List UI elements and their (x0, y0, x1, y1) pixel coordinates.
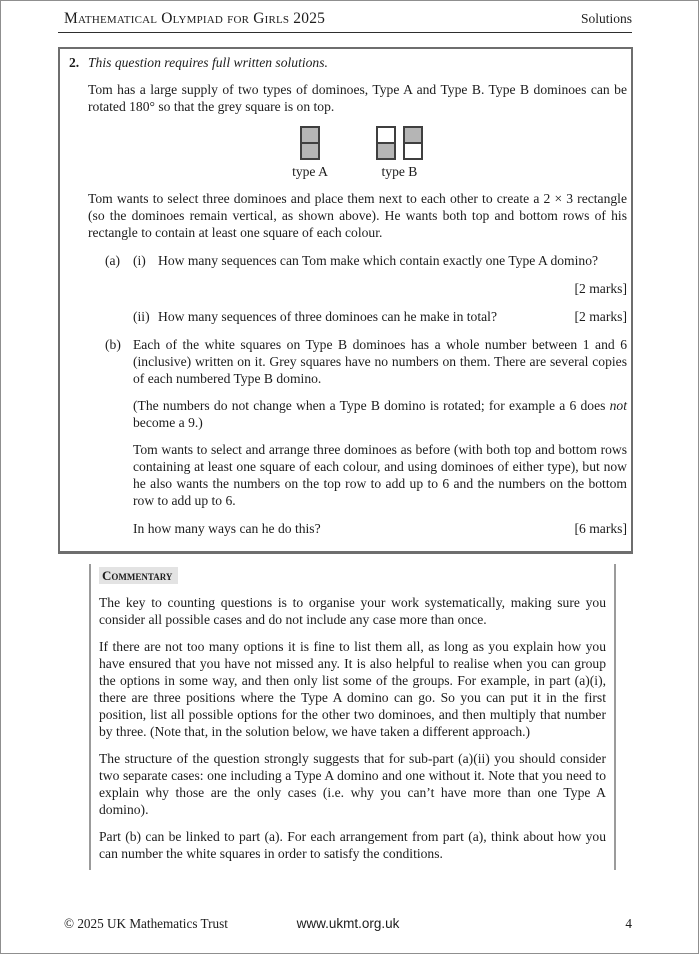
page-number: 4 (625, 916, 632, 931)
document-title: Mathematical Olympiad for Girls 2025 (64, 10, 326, 27)
page-header (58, 10, 632, 33)
part-a-ii-marks: [2 marks] (574, 309, 627, 324)
commentary-label: Commentary (99, 567, 178, 584)
part-a-ii-text: How many sequences of three dominoes can he make in total? (158, 309, 497, 324)
type-b-domino-1 (376, 126, 396, 160)
type-a-group (292, 126, 328, 180)
part-a-i-label: (i) (133, 253, 146, 268)
commentary-paragraph-2: If there are not too many options it is fine to list them all, as long as you explain how you have ensured that you have not missed any. It is also helpful to realise when you can group the options in some way, and then only list some of the groups. For example, in part (a)(i), there are three positions where the Type A domino can go. So you can put it in the first position, list all possible options for the other two dominoes, and then multiply that number by three. (Note that, in the solution below, we have taken a different approach.) (99, 639, 606, 739)
part-b-row (88, 336, 627, 387)
type-b-domino-2 (403, 126, 423, 160)
white-square (378, 128, 394, 142)
white-square (405, 142, 421, 158)
header-solutions-label: Solutions (580, 11, 632, 26)
grey-square (405, 128, 421, 142)
type-b-group (376, 126, 423, 180)
part-b-marks: [6 marks] (574, 521, 627, 536)
intro-paragraph-1: Tom has a large supply of two types of dominoes, Type A and Type B. Type B dominoes can be rotated 180° so that the grey square is on top. (88, 82, 627, 114)
type-a-label: type A (292, 164, 328, 179)
part-b-note-pre: (The numbers do not change when a Type B domino is rotated; for example a 6 does (133, 398, 610, 413)
part-b-final-question: In how many ways can he do this? (133, 521, 321, 536)
part-b-note-post: become a 9.) (133, 415, 203, 430)
question-box (58, 47, 633, 554)
commentary-section (89, 564, 616, 870)
page-footer (58, 916, 632, 932)
question-heading-row (69, 54, 627, 71)
part-b-paragraph-3: Tom wants to select and arrange three dominoes as before (with both top and bottom rows containing at least one square of each colour, and using dominoes of either type), but now he also wants the numbers on the top row to add up to 6 and the numbers on the bottom row to add up to 6. (133, 442, 627, 508)
part-a-i-row (88, 252, 627, 269)
question-number: 2. (69, 55, 80, 70)
part-a-ii-line (158, 308, 627, 325)
type-b-label: type B (381, 164, 418, 179)
part-b-label: (b) (105, 337, 121, 352)
part-a-ii-label: (ii) (133, 309, 150, 324)
part-a-i-text: How many sequences can Tom make which contain exactly one Type A domino? (158, 253, 599, 268)
part-b-note (133, 397, 627, 431)
commentary-paragraph-1: The key to counting questions is to organise your work systematically, making sure you consider all possible cases and do not include any case more than once. (99, 595, 606, 627)
part-b-final-row (88, 520, 627, 537)
type-b-domino-pair (376, 126, 423, 160)
domino-figure (88, 126, 627, 180)
grey-square (378, 142, 394, 158)
intro-paragraph-2: Tom wants to select three dominoes and place them next to each other to create a 2 × 3 rectangle (so the dominoes remain vertical, as shown above). He wants both top and bottom rows of his rectangle to contain at least one square of each colour. (88, 191, 627, 240)
grey-square (302, 128, 318, 142)
part-b-paragraph-1: Each of the white squares on Type B dominoes has a whole number between 1 and 6 (inclusive) written on it. Grey squares have no numbers on them. There are several copies of each numbered Type B domino. (133, 337, 627, 386)
grey-square (302, 142, 318, 158)
part-b-note-italic: not (609, 398, 627, 413)
type-a-domino (300, 126, 320, 160)
commentary-paragraph-4: Part (b) can be linked to part (a). For each arrangement from part (a), think about how you can number the white squares in order to satisfy the conditions. (99, 829, 606, 861)
commentary-paragraph-3: The structure of the question strongly suggests that for sub-part (a)(ii) you should consider two separate cases: one including a Type A domino and one without it. Note that you need to explain why those are the only cases (i.e. why you can’t have more than one Type A domino). (99, 751, 606, 817)
question-instruction: This question requires full written solutions. (88, 55, 328, 70)
part-b-final-line (133, 520, 627, 537)
question-content (88, 81, 627, 537)
part-a-label: (a) (105, 253, 121, 268)
copyright-text: © 2025 UK Mathematics Trust (64, 916, 228, 931)
part-a-i-marks: [2 marks] (574, 281, 627, 296)
website-text: www.ukmt.org.uk (296, 916, 400, 931)
part-a-ii-row (88, 308, 627, 325)
